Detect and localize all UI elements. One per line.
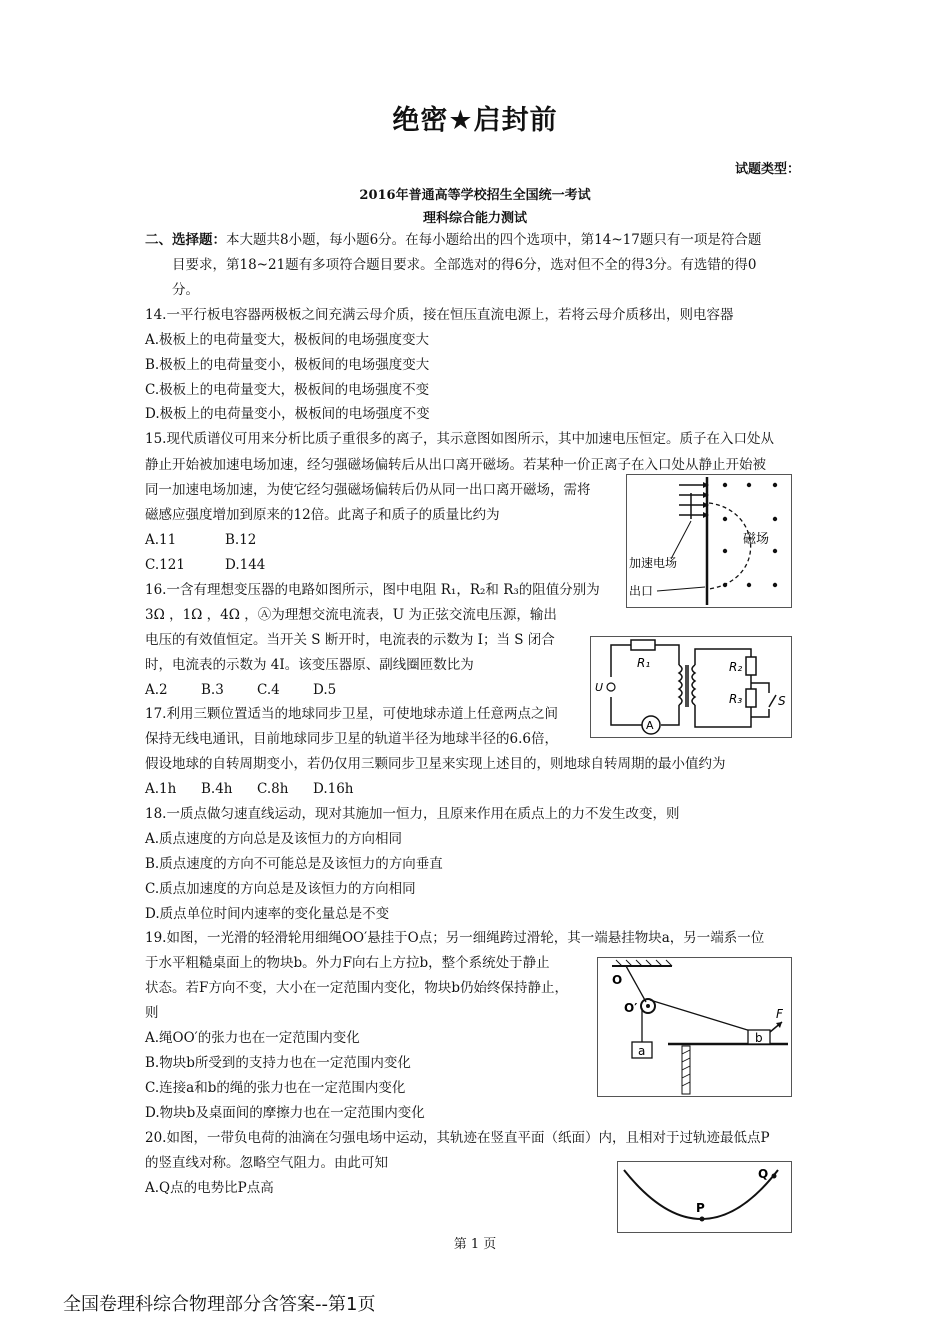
q15-options-row2	[145, 556, 265, 574]
q15-line3: 同一加速电场加速，为使它经匀强磁场偏转后仍从同一出口离开磁场，需将	[145, 482, 591, 498]
q15-line2: 静止开始被加速电场加速，经匀强磁场偏转后从出口离开磁场。若某种一价正离子在入口处从静止开始被	[145, 457, 766, 473]
q19-line4: 则	[145, 1005, 159, 1021]
q14-stem: 14.一平行板电容器两极板之间充满云母介质，接在恒压直流电源上，若将云母介质移出，则电容器	[145, 307, 734, 323]
q20-figure-trajectory	[617, 1161, 792, 1233]
label-magnetic-field: 磁场	[743, 532, 770, 547]
label-force-f: F	[776, 1007, 783, 1021]
q17-line1: 17.利用三颗位置适当的地球同步卫星，可使地球赤道上任意两点之间	[145, 706, 558, 722]
section-label: 二、选择题：	[145, 232, 226, 248]
q18-option-c: C.质点加速度的方向总是及该恒力的方向相同	[145, 881, 416, 897]
label-r2: R₂	[729, 660, 743, 674]
q19-option-d: D.物块b及桌面间的摩擦力也在一定范围内变化	[145, 1105, 425, 1121]
section-instruction-line2: 目要求，第18~21题有多项符合题目要求。全部选对的得6分，选对但不全的得3分。有选错的得0	[172, 257, 757, 273]
q19-option-a: A.绳OO′的张力也在一定范围内变化	[145, 1030, 360, 1046]
page-number: 第 1 页	[453, 1237, 497, 1252]
q17-option-a: A.1h	[145, 781, 177, 797]
mass-spectrometer-diagram	[627, 475, 791, 607]
q14-option-b: B.极板上的电荷量变小，极板间的电场强度变大	[145, 357, 430, 373]
q14-option-c: C.极板上的电荷量变大，极板间的电场强度不变	[145, 382, 430, 398]
q19-line1: 19.如图，一光滑的轻滑轮用细绳OO′悬挂于O点；另一细绳跨过滑轮，其一端悬挂物块a，另一端系一位	[145, 930, 765, 946]
label-point-p: P	[696, 1201, 705, 1215]
q17-options	[145, 780, 354, 798]
section-instruction-line1: 二、选择题：本大题共8小题，每小题6分。在每小题给出的四个选项中，第14~17题只有一项是符合题	[145, 232, 762, 248]
label-ammeter: A	[646, 719, 654, 732]
q16-line1: 16.一含有理想变压器的电路如图所示，图中电阻 R₁，R₂和 R₃的阻值分别为	[145, 582, 600, 598]
label-block-a: a	[638, 1044, 646, 1058]
label-accelerating-field: 加速电场	[629, 556, 678, 570]
q18-option-a: A.质点速度的方向总是及该恒力的方向相同	[145, 831, 403, 847]
q16-options	[145, 681, 336, 699]
q16-option-a: A.2	[145, 682, 168, 698]
q18-option-d: D.质点单位时间内速率的变化量总是不变	[145, 906, 390, 922]
exam-subject: 理科综合能力测试	[422, 211, 527, 226]
q17-line2: 保持无线电通讯，目前地球同步卫星的轨道半径为地球半径的6.6倍，	[145, 731, 558, 747]
q16-option-d: D.5	[313, 682, 337, 698]
label-r1: R₁	[637, 656, 651, 670]
q15-option-d: D.144	[225, 557, 266, 573]
q14-option-d: D.极板上的电荷量变小，极板间的电场强度不变	[145, 406, 430, 422]
q17-option-b: B.4h	[201, 781, 233, 797]
q16-figure-transformer-circuit	[590, 636, 792, 738]
q15-option-a: A.11	[145, 532, 177, 548]
q14-option-a: A.极板上的电荷量变大，极板间的电场强度变大	[145, 332, 430, 348]
q19-figure-pulley-system	[597, 957, 792, 1097]
q15-options-row1	[145, 531, 256, 549]
label-exit: 出口	[629, 584, 654, 598]
transformer-circuit-diagram	[591, 637, 791, 737]
q19-option-b: B.物块b所受到的支持力也在一定范围内变化	[145, 1055, 411, 1071]
q17-option-c: C.8h	[257, 781, 289, 797]
q18-stem: 18.一质点做匀速直线运动，现对其施加一恒力，且原来作用在质点上的力不发生改变，则	[145, 806, 680, 822]
label-pulley-o-prime: O′	[624, 1001, 638, 1015]
q15-line1: 15.现代质谱仪可用来分析比质子重很多的离子，其示意图如图所示，其中加速电压恒定。质子在入口处从	[145, 431, 774, 447]
page-caption: 全国卷理科综合物理部分含答案--第1页	[63, 1294, 376, 1315]
q16-line3: 电压的有效值恒定。当开关 S 断开时，电流表的示数为 I；当 S 闭合	[145, 632, 555, 648]
question-type-label: 试题类型：	[735, 162, 801, 177]
q15-option-c: C.121	[145, 557, 185, 573]
q20-option-a: A.Q点的电势比P点高	[145, 1180, 274, 1196]
label-block-b: b	[755, 1031, 763, 1045]
trajectory-diagram	[618, 1162, 791, 1232]
label-r3: R₃	[729, 692, 743, 706]
q15-figure-mass-spectrometer	[626, 474, 792, 608]
q19-line2: 于水平粗糙桌面上的物块b。外力F向右上方拉b，整个系统处于静止	[145, 955, 550, 971]
page-title: 绝密★启封前	[392, 105, 558, 136]
q20-line2: 的竖直线对称。忽略空气阻力。由此可知	[145, 1155, 388, 1171]
q16-line2: 3Ω ，1Ω ，4Ω ，Ⓐ为理想交流电流表，U 为正弦交流电压源，输出	[145, 607, 557, 623]
q18-option-b: B.质点速度的方向不可能总是及该恒力的方向垂直	[145, 856, 443, 872]
label-point-q: Q	[758, 1167, 769, 1181]
q19-line3: 状态。若F方向不变，大小在一定范围内变化，物块b仍始终保持静止，	[145, 980, 569, 996]
exam-name: 2016年普通高等学校招生全国统一考试	[359, 188, 591, 203]
q16-option-c: C.4	[257, 682, 280, 698]
q16-line4: 时，电流表的示数为 4I。该变压器原、副线圈匝数比为	[145, 657, 474, 673]
q20-line1: 20.如图，一带负电荷的油滴在匀强电场中运动，其轨迹在竖直平面（纸面）内，且相对于过轨迹最低点P	[145, 1130, 770, 1146]
q17-option-d: D.16h	[313, 781, 354, 797]
q15-option-b: B.12	[225, 532, 257, 548]
pulley-system-diagram	[598, 958, 791, 1096]
q16-option-b: B.3	[201, 682, 224, 698]
label-voltage-u: U	[595, 681, 604, 694]
section-instruction-line3: 分。	[172, 282, 199, 298]
label-switch-s: S	[778, 694, 786, 708]
q17-line3: 假设地球的自转周期变小，若仍仅用三颗同步卫星来实现上述目的，则地球自转周期的最小值约为	[145, 756, 726, 772]
label-point-o: O	[612, 973, 623, 987]
q19-option-c: C.连接a和b的绳的张力也在一定范围内变化	[145, 1080, 406, 1096]
q15-line4: 磁感应强度增加到原来的12倍。此离子和质子的质量比约为	[145, 507, 500, 523]
